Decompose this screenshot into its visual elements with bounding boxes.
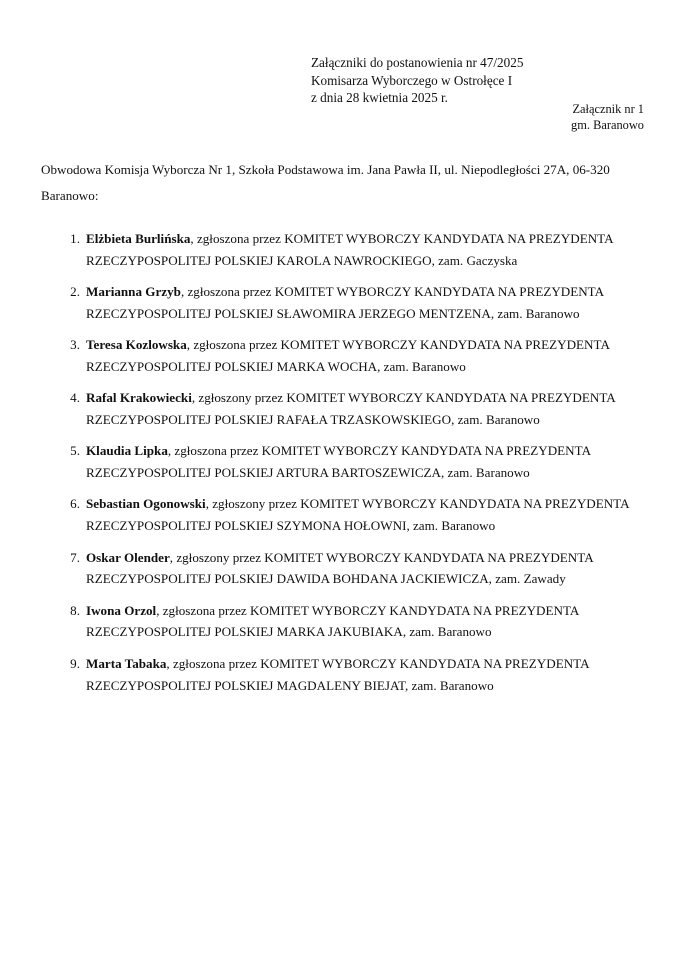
list-item (41, 440, 641, 484)
appendix-number-label: Załącznik nr 1 (572, 102, 644, 116)
list-item-number: 8. (70, 602, 80, 618)
commission-member-list (41, 228, 641, 696)
list-item (41, 493, 641, 537)
list-item-number: 5. (70, 443, 80, 459)
appendix-designation (0, 101, 644, 134)
list-item-number: 9. (70, 655, 80, 671)
member-details: , zgłoszony przez KOMITET WYBORCZY KANDYDATA NA PREZYDENTA RZECZYPOSPOLITEJ POLSKIEJ DAWIDA BOHDANA JACKIEWICZA, zam. Zawady (86, 549, 593, 587)
commission-intro-paragraph: Obwodowa Komisja Wyborcza Nr 1, Szkoła Podstawowa im. Jana Pawła II, ul. Niepodległości 27A, 06-320 Baranowo: (41, 162, 610, 203)
member-name: Klaudia Lipka (86, 443, 168, 459)
list-item-number: 7. (70, 549, 80, 565)
member-details: , zgłoszona przez KOMITET WYBORCZY KANDYDATA NA PREZYDENTA RZECZYPOSPOLITEJ POLSKIEJ KAROLA NAWROCKIEGO, zam. Gaczyska (86, 231, 613, 268)
member-name: Sebastian Ogonowski (86, 496, 206, 512)
list-item-number: 2. (70, 284, 80, 300)
member-details: , zgłoszona przez KOMITET WYBORCZY KANDYDATA NA PREZYDENTA RZECZYPOSPOLITEJ POLSKIEJ MARKA WOCHA, zam. Baranowo (86, 337, 610, 374)
posting-reference-header (311, 54, 523, 107)
list-item (41, 653, 641, 697)
list-item-number: 4. (70, 390, 80, 406)
member-name: Oskar Olender (86, 549, 170, 565)
list-item (41, 334, 641, 378)
list-item (41, 600, 641, 644)
member-name: Iwona Orzol (86, 602, 157, 618)
member-name: Marianna Grzyb (86, 284, 181, 300)
list-item-number: 6. (70, 496, 80, 512)
list-item (41, 228, 641, 272)
list-item (41, 281, 641, 325)
gmina-label: gm. Baranowo (571, 118, 644, 133)
header-line-1: Załączniki do postanowienia nr 47/2025 (311, 55, 524, 70)
list-item (41, 547, 641, 591)
list-item-number: 3. (70, 337, 80, 353)
member-details: , zgłoszona przez KOMITET WYBORCZY KANDYDATA NA PREZYDENTA RZECZYPOSPOLITEJ POLSKIEJ ARTURA BARTOSZEWICZA, zam. Baranowo (86, 443, 591, 481)
member-details: , zgłoszona przez KOMITET WYBORCZY KANDYDATA NA PREZYDENTA RZECZYPOSPOLITEJ POLSKIEJ MAGDALENY BIEJAT, zam. Baranowo (86, 655, 589, 693)
member-details: , zgłoszony przez KOMITET WYBORCZY KANDYDATA NA PREZYDENTA RZECZYPOSPOLITEJ POLSKIEJ SZYMONA HOŁOWNI, zam. Baranowo (86, 496, 629, 534)
member-name: Teresa Kozlowska (86, 337, 187, 353)
member-details: , zgłoszony przez KOMITET WYBORCZY KANDYDATA NA PREZYDENTA RZECZYPOSPOLITEJ POLSKIEJ RAFAŁA TRZASKOWSKIEGO, zam. Baranowo (86, 390, 616, 428)
list-item (41, 387, 641, 431)
header-line-2: Komisarza Wyborczego w Ostrołęce I (311, 72, 513, 88)
list-item-number: 1. (70, 231, 80, 246)
member-details: , zgłoszona przez KOMITET WYBORCZY KANDYDATA NA PREZYDENTA RZECZYPOSPOLITEJ POLSKIEJ MARKA JAKUBIAKA, zam. Baranowo (86, 602, 579, 640)
member-name: Marta Tabaka (86, 655, 167, 671)
member-details: , zgłoszona przez KOMITET WYBORCZY KANDYDATA NA PREZYDENTA RZECZYPOSPOLITEJ POLSKIEJ SŁAWOMIRA JERZEGO MENTZENA, zam. Baranowo (86, 284, 604, 321)
member-name: Rafal Krakowiecki (86, 390, 192, 406)
member-name: Elżbieta Burlińska (86, 231, 191, 246)
header-line-3: z dnia 28 kwietnia 2025 r. (311, 90, 448, 106)
